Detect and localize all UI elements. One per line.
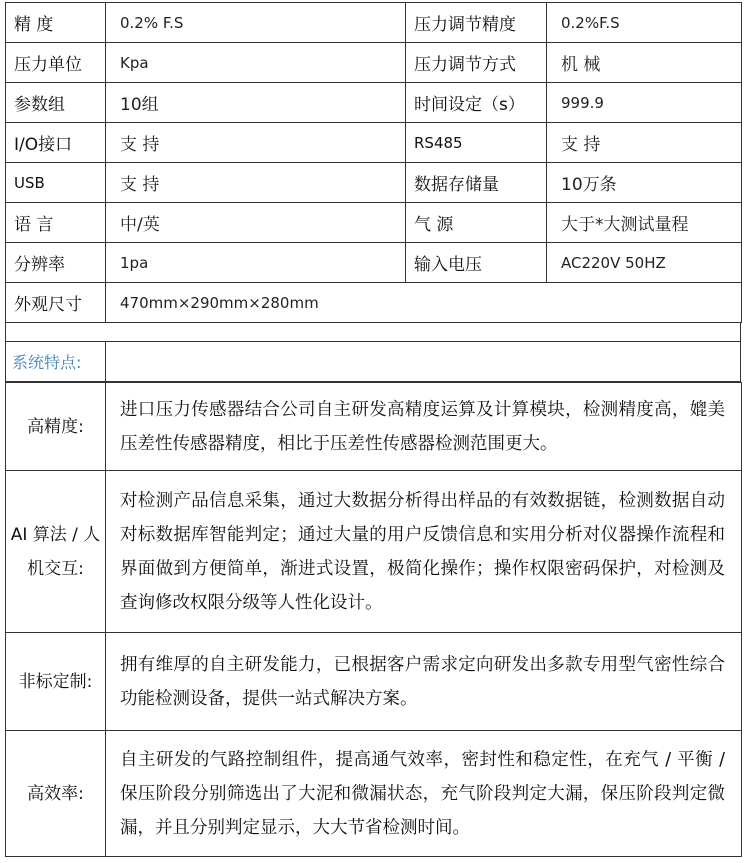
- spec-value-storage: 10万条: [547, 163, 742, 203]
- spec-value-time-setting: 999.9: [547, 83, 742, 123]
- spec-row: [6, 203, 742, 243]
- spec-label-accuracy: 精 度: [6, 3, 106, 43]
- feature-row: [6, 731, 742, 857]
- feature-desc-high-accuracy: 进口压力传感器结合公司自主研发高精度运算及计算模块，检测精度高，媲美压差性传感器精度，相比于压差性传感器检测范围更大。: [106, 383, 742, 471]
- spec-row: [6, 3, 742, 43]
- feature-row: [6, 471, 742, 633]
- feature-row: [6, 383, 742, 471]
- spec-value-pressure-adjust-accuracy: 0.2%F.S: [547, 3, 742, 43]
- spec-value-io: 支 持: [106, 123, 406, 163]
- features-table: [5, 382, 742, 857]
- spec-label-input-voltage: 输入电压: [406, 243, 547, 283]
- spec-row: [6, 83, 742, 123]
- spec-value-pressure-unit: Kpa: [106, 43, 406, 83]
- spec-label-pressure-adjust-mode: 压力调节方式: [406, 43, 547, 83]
- spec-label-pressure-unit: 压力单位: [6, 43, 106, 83]
- spec-label-language: 语 言: [6, 203, 106, 243]
- spec-row: [6, 163, 742, 203]
- spec-table: [5, 2, 742, 323]
- feature-label-custom: 非标定制:: [6, 633, 106, 731]
- spec-value-language: 中/英: [106, 203, 406, 243]
- feature-desc-efficiency: 自主研发的气路控制组件，提高通气效率，密封性和稳定性，在充气 / 平衡 / 保压阶段分别筛选出了大泥和微漏状态，充气阶段判定大漏，保压阶段判定微漏，并且分别判定显示，大大节省检测时间。: [106, 731, 742, 857]
- spec-label-rs485: RS485: [406, 123, 547, 163]
- spec-label-resolution: 分辨率: [6, 243, 106, 283]
- divider-row: [5, 322, 741, 342]
- spec-value-rs485: 支 持: [547, 123, 742, 163]
- spec-value-usb: 支 持: [106, 163, 406, 203]
- spec-value-dimensions: 470mm×290mm×280mm: [106, 283, 742, 323]
- feature-label-ai: AI 算法 / 人机交互:: [6, 471, 106, 633]
- spec-label-param-groups: 参数组: [6, 83, 106, 123]
- spec-label-storage: 数据存储量: [406, 163, 547, 203]
- spec-value-resolution: 1pa: [106, 243, 406, 283]
- spec-value-pressure-adjust-mode: 机 械: [547, 43, 742, 83]
- spec-row: [6, 283, 742, 323]
- spec-value-accuracy: 0.2% F.S: [106, 3, 406, 43]
- spec-value-param-groups: 10组: [106, 83, 406, 123]
- features-header: [5, 342, 741, 382]
- spec-value-input-voltage: AC220V 50HZ: [547, 243, 742, 283]
- feature-desc-ai: 对检测产品信息采集，通过大数据分析得出样品的有效数据链，检测数据自动对标数据库智能判定；通过大量的用户反馈信息和实用分析对仪器操作流程和界面做到方便简单，渐进式设置，极简化操作；操作权限密码保护，对检测及查询修改权限分级等人性化设计。: [106, 471, 742, 633]
- feature-desc-custom: 拥有维厚的自主研发能力，已根据客户需求定向研发出多款专用型气密性综合功能检测设备，提供一站式解决方案。: [106, 633, 742, 731]
- spec-label-air-source: 气 源: [406, 203, 547, 243]
- spec-row: [6, 243, 742, 283]
- spec-label-pressure-adjust-accuracy: 压力调节精度: [406, 3, 547, 43]
- spec-row: [6, 123, 742, 163]
- spec-value-air-source: 大于*大测试量程: [547, 203, 742, 243]
- spec-label-time-setting: 时间设定（s）: [406, 83, 547, 123]
- spec-label-usb: USB: [6, 163, 106, 203]
- feature-label-high-accuracy: 高精度:: [6, 383, 106, 471]
- feature-label-efficiency: 高效率:: [6, 731, 106, 857]
- feature-row: [6, 633, 742, 731]
- features-title: 系统特点:: [6, 342, 106, 381]
- spec-label-dimensions: 外观尺寸: [6, 283, 106, 323]
- spec-label-io: I/O接口: [6, 123, 106, 163]
- spec-row: [6, 43, 742, 83]
